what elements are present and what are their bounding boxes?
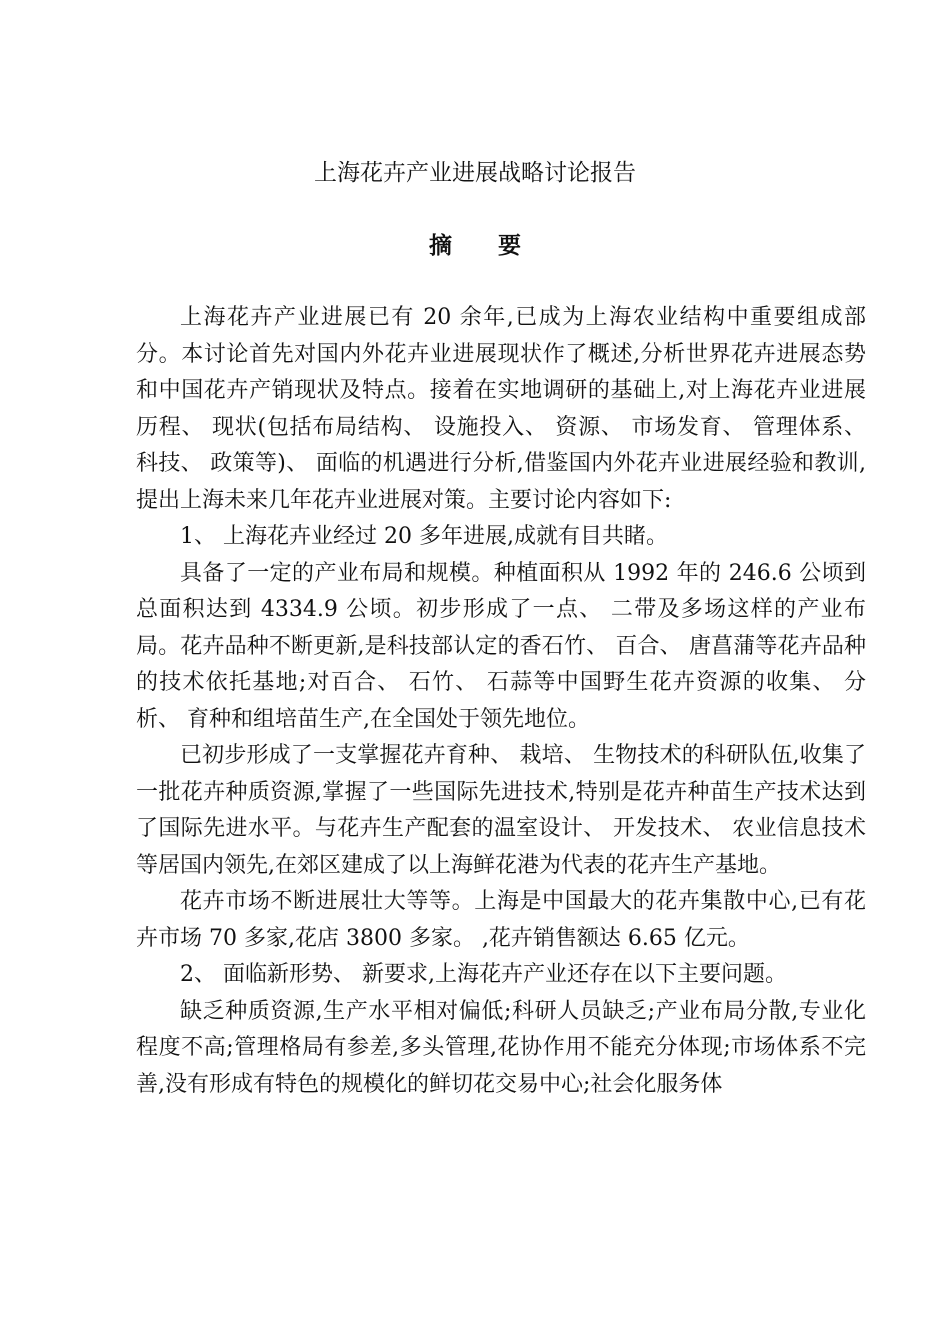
abstract-body [136,300,866,1103]
paragraph-layout-scale: 具备了一定的产业布局和规模。种植面积从 1992 年的 246.6 公顷到 总面积达到 4334.9 公顷。初步形成了一点、 二带及多场这样的产业布局。花卉品种不断更新,是科技部认定的香石竹、 百合、 唐菖蒲等花卉品种的技术依托基地;对百合、 石竹、 石蒜等中国野生花卉资源的收集、 分析、 育种和组培苗生产,在全国处于领先地位。 [136,560,866,732]
paragraph-point-1: 1、 上海花卉业经过 20 多年进展,成就有目共睹。 [180,524,668,549]
paragraph-research-team: 已初步形成了一支掌握花卉育种、 栽培、 生物技术的科研队伍,收集了一批花卉种质资源,掌握了一些国际先进技术,特别是花卉种苗生产技术达到了国际先进水平。与花卉生产配套的温室设计、 开发技术、 农业信息技术等居国内领先,在郊区建成了以上海鲜花港为代表的花卉生产基地。 [136,743,866,878]
abstract-heading [0,228,950,264]
paragraph-market: 花卉市场不断进展壮大等等。上海是中国最大的花卉集散中心,已有花卉市场 70 多家,花店 3800 多家。 ,花卉销售额达 6.65 亿元。 [136,889,866,951]
paragraph-intro: 上海花卉产业进展已有 20 余年,已成为上海农业结构中重要组成部分。本讨论首先对国内外花卉业进展现状作了概述,分析世界花卉进展态势和中国花卉产销现状及特点。接着在实地调研的基础上,对上海花卉业进展历程、 现状(包括布局结构、 设施投入、 资源、 市场发育、 管理体系、 科技、 政策等)、 面临的机遇进行分析,借鉴国内外花卉业进展经验和教训,提出上海未来几年花卉业进展对策。主要讨论内容如下: [136,305,866,513]
paragraph-point-2: 2、 面临新形势、 新要求,上海花卉产业还存在以下主要问题。 [180,962,787,987]
abstract-heading-char-1: 摘 [429,233,452,259]
paragraph-problems: 缺乏种质资源,生产水平相对偏低;科研人员缺乏;产业布局分散,专业化程度不高;管理格局有参差,多头管理,花协作用不能充分体现;市场体系不完善,没有形成有特色的规模化的鲜切花交易中心;社会化服务体 [136,998,866,1097]
abstract-heading-char-2: 要 [498,233,521,259]
document-title: 上海花卉产业进展战略讨论报告 [314,160,636,186]
